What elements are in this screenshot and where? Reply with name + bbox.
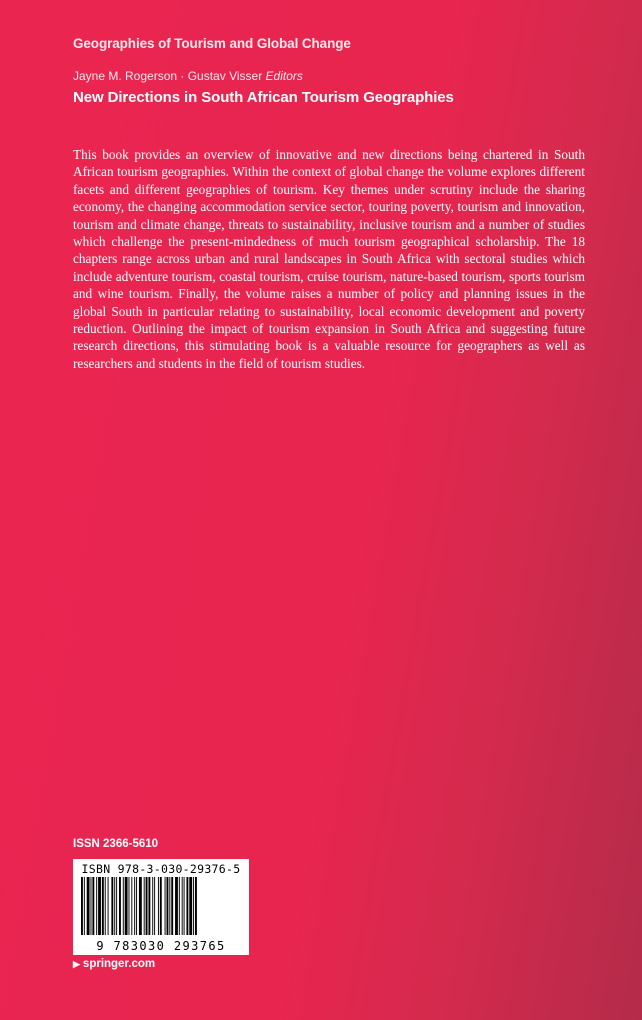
editor-names: Jayne M. Rogerson · Gustav Visser bbox=[73, 69, 263, 83]
barcode-bar bbox=[81, 877, 83, 935]
barcode-bar bbox=[171, 877, 173, 935]
barcode-bar bbox=[136, 877, 137, 935]
barcode-bar bbox=[125, 877, 128, 935]
barcode-bar bbox=[91, 877, 92, 935]
barcode-bar bbox=[134, 877, 135, 935]
barcode-bar bbox=[105, 877, 106, 935]
barcode-bar bbox=[92, 877, 94, 935]
barcode-icon bbox=[79, 877, 243, 939]
barcode-bar bbox=[111, 877, 113, 935]
arrow-icon: ▶ bbox=[73, 959, 80, 969]
issn: ISSN 2366-5610 bbox=[73, 838, 159, 850]
barcode-bar bbox=[146, 877, 148, 935]
book-title: New Directions in South African Tourism Geographies bbox=[73, 89, 454, 106]
barcode-bar bbox=[195, 877, 197, 935]
barcode-bar bbox=[102, 877, 104, 935]
barcode-bar bbox=[165, 877, 166, 935]
barcode-bar bbox=[116, 877, 117, 935]
series-title: Geographies of Tourism and Global Change bbox=[73, 36, 351, 51]
barcode-bar bbox=[84, 877, 85, 935]
barcode-bar bbox=[129, 877, 130, 935]
barcode-bar bbox=[98, 877, 101, 935]
barcode-bar bbox=[169, 877, 170, 935]
editors-line bbox=[73, 69, 303, 83]
barcode-bar bbox=[131, 877, 132, 935]
barcode-bar bbox=[114, 877, 115, 935]
barcode-bar bbox=[144, 877, 145, 935]
book-description: This book provides an overview of innovative and new directions being chartered in South African tourism geographies. Within the context of global change the volume explores different facets and different geographies of tourism. Key themes under scrutiny include the sharing economy, the changing accommodation service sector, touring poverty, tourism and innovation, tourism and climate change, threats to sustainability, inclusive tourism and a number of studies which challenge the present-mindedness of much tourism geographical scholarship. The 18 chapters range across urban and rural landscapes in South Africa with sectoral studies which include adventure tourism, coastal tourism, cruise tourism, nature-based tourism, sports tourism and wine tourism. Finally, the volume raises a number of policy and planning issues in the global South in particular relating to sustainability, local economic development and poverty reduction. Outlining the impact of tourism expansion in South Africa and suggesting future research directions, this stimulating book is a valuable resource for geographers as well as researchers and students in the field of tourism studies. bbox=[73, 147, 585, 371]
website-label: springer.com bbox=[82, 958, 156, 970]
ean-digits: 9 783030 293765 bbox=[96, 939, 226, 953]
isbn-text: ISBN 978-3-030-29376-5 bbox=[81, 862, 241, 876]
barcode-bar bbox=[119, 877, 121, 935]
editor-role: Editors bbox=[265, 69, 303, 83]
barcode-bar bbox=[182, 877, 183, 935]
barcode-bar bbox=[179, 877, 180, 935]
barcode-bar bbox=[184, 877, 185, 935]
barcode-bar bbox=[160, 877, 162, 935]
barcode-bar bbox=[123, 877, 124, 935]
barcode-bar bbox=[154, 877, 155, 935]
barcode-bar bbox=[152, 877, 153, 935]
barcode-bar bbox=[87, 877, 90, 935]
barcode-bar bbox=[139, 877, 142, 935]
barcode-bar bbox=[148, 877, 150, 935]
barcode-bar bbox=[96, 877, 97, 935]
barcode-bar bbox=[158, 877, 159, 935]
barcode-bar bbox=[189, 877, 192, 935]
barcode-bar bbox=[167, 877, 169, 935]
barcode-bar bbox=[175, 877, 178, 935]
barcode-bar bbox=[186, 877, 188, 935]
barcode-bar bbox=[193, 877, 194, 935]
barcode-box bbox=[73, 859, 249, 955]
springer-link[interactable] bbox=[73, 958, 155, 970]
barcode-bar bbox=[108, 877, 109, 935]
